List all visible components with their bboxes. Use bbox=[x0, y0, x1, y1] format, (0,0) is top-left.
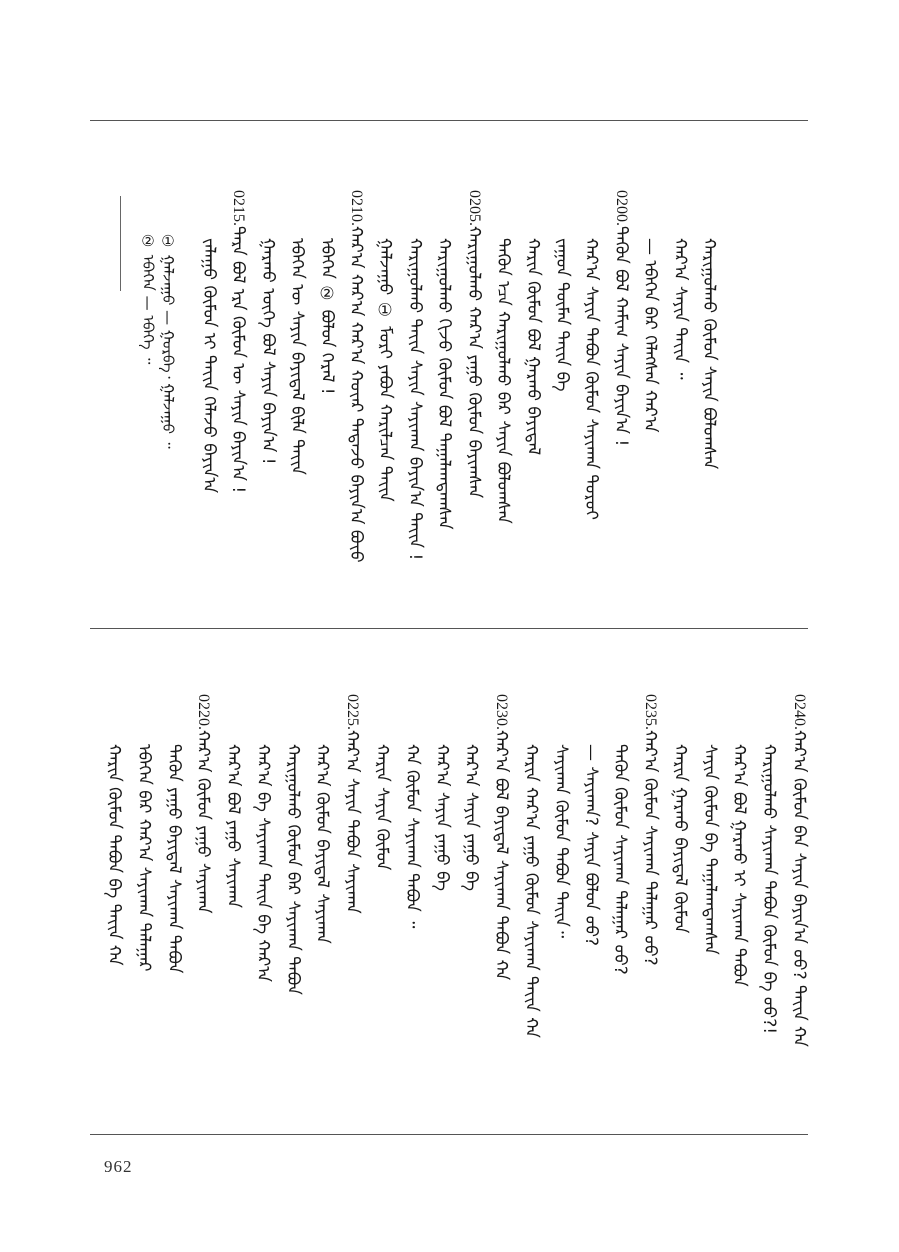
verse-line bbox=[553, 238, 570, 392]
verse-line bbox=[200, 238, 217, 493]
verse-line bbox=[135, 744, 152, 971]
line-number: 0225. bbox=[344, 694, 361, 730]
verse-line bbox=[254, 744, 271, 982]
verse-line bbox=[671, 238, 688, 380]
verse-line bbox=[347, 190, 364, 563]
verse-text: ᠲᠡᠭᠦᠨ ᠬᠦᠮᠦᠨ ᠰᠠᠶᠢᠬᠠᠨ ᠲᠠᠯᠠᠭᠠᠷ ᠤᠤ? bbox=[610, 744, 630, 975]
header-rule bbox=[90, 120, 808, 121]
verse-text: ᠲᠡᠷᠡ ᠪᠣᠯ ᠡᠷᠡ ᠬᠦᠮᠦᠨ ᠦ ᠰᠠᠶᠢᠨ ᠪᠠᠶᠢᠨ᠎ᠠ ! bbox=[228, 226, 248, 494]
verse-text: ᠬᠠᠷ᠎ᠠ ᠪᠣᠯ ᠭᠠᠷᠬᠤ ᠢ ᠰᠠᠶᠢᠬᠠᠨ ᠲᠠᠪᠤᠨ bbox=[729, 744, 749, 987]
line-number: 0230. bbox=[493, 694, 510, 730]
verse-text: ᠬᠠᠷ᠎ᠠ ᠰᠠᠶᠢᠨ ᠶᠠᠭᠤ ᠪᠠ bbox=[432, 744, 452, 891]
verse-text: ᠵᠠᠯᠠᠭᠤ ᠬᠦᠮᠦᠨ ᠢ ᠲᠡᠶ᠋ᠢᠨ ᠬᠡᠯᠡᠵᠦ ᠪᠠᠶᠢᠨ᠎ᠠ bbox=[199, 238, 219, 494]
verse-line bbox=[259, 238, 276, 465]
verse-text: ᠰᠠᠶᠢᠬᠠᠨ ᠬᠦᠮᠦᠨ ᠲᠠᠪᠤᠨ ᠲᠡᠶ᠋ᠢᠨ᠃ bbox=[551, 744, 571, 939]
verse-text: ᠬᠠᠷᠢᠨ ᠰᠠᠶᠢᠨ ᠬᠦᠮᠦᠨ bbox=[372, 744, 392, 871]
verse-line bbox=[229, 190, 246, 493]
verse-line bbox=[313, 744, 330, 944]
verse-line bbox=[373, 744, 390, 870]
verse-line bbox=[343, 694, 360, 914]
verse-line bbox=[700, 238, 717, 469]
verse-line bbox=[284, 744, 301, 995]
verse-line bbox=[465, 190, 482, 498]
verse-text: ᠬᠠᠷ᠎ᠠ ᠰᠠᠶᠢᠨ ᠶᠠᠭᠤ ᠪᠠ bbox=[461, 744, 481, 891]
footer-rule bbox=[90, 1134, 808, 1135]
footnote bbox=[160, 232, 175, 449]
footnote bbox=[140, 232, 155, 364]
verse-line bbox=[318, 238, 335, 395]
verse-line bbox=[641, 238, 658, 433]
verse-line bbox=[701, 744, 718, 955]
verse-text: ᠭᠠᠷᠬᠤ ᠦᠭᠡ ᠪᠣᠯ ᠰᠠᠶᠢᠨ ᠪᠠᠶᠢᠨ᠎ᠠ ! bbox=[258, 238, 278, 465]
verse-line bbox=[376, 238, 393, 502]
footnote-text: ᠭᠠᠯᠵᠠᠭᠤ — ᠭᠤᠷᠪᠠ᠂ ᠭᠠᠯᠵᠠᠭᠤ ᠃ bbox=[159, 254, 177, 449]
verse-text: ᠬᠠᠷ᠎ᠠ ᠬᠠᠷ᠎ᠠ ᠬᠠᠷ᠎ᠠ ᠬᠣᠶ᠋ᠠᠷ ᠲᠠᠲᠠᠵᠤ ᠪᠠᠶᠢᠨ᠎ᠠ ᠪᠤᠶ᠋ᠤ bbox=[346, 226, 366, 563]
verse-line bbox=[494, 238, 511, 524]
page-number: 962 bbox=[104, 1157, 133, 1176]
verse-text: ᠬᠠ ᠬᠦᠮᠦᠨ ᠰᠠᠶᠢᠬᠠᠨ ᠲᠠᠪᠤᠨ ᠃ bbox=[402, 744, 422, 929]
verse-text: ᠬᠠᠷ᠎ᠠ ᠪᠣᠯ ᠪᠠᠶᠢᠳᠠᠯ ᠰᠠᠶᠢᠬᠠᠨ ᠲᠠᠪᠤᠨ ᠬᠠ bbox=[491, 730, 511, 981]
verse-line bbox=[165, 744, 182, 973]
verse-text: ᠡᠪᠡᠭᠡᠨ ᠪᠠᠷ ᠬᠠᠷ᠎ᠠ ᠰᠠᠶᠢᠬᠠᠨ ᠲᠠᠯᠠᠭᠠᠷ bbox=[134, 744, 154, 972]
verse-text: ᠲᠡᠭᠦᠨ ᠶᠠᠭᠤ ᠪᠠᠶᠢᠳᠠᠯ ᠰᠠᠶᠢᠬᠠᠨ ᠲᠠᠪᠤᠨ bbox=[164, 744, 184, 974]
verse-text: — ᠰᠠᠶᠢᠬᠠᠨ? ᠰᠠᠶᠢᠨ ᠪᠣᠯᠤᠨ ᠤᠤ? bbox=[581, 744, 601, 946]
verse-line bbox=[730, 744, 747, 987]
footnote-text: ᠡᠪᠡᠭᠡᠨ — ᠡᠪᠡᠭᠡ ᠃ bbox=[139, 254, 157, 365]
verse-line bbox=[492, 694, 509, 980]
verse-line bbox=[671, 744, 688, 933]
line-number: 0240. bbox=[791, 694, 808, 730]
verse-line bbox=[790, 694, 807, 1047]
verse-line bbox=[224, 744, 241, 908]
verse-line bbox=[612, 190, 629, 446]
verse-text: ᠡᠪᠡᠭᠡᠨ ᠦ ᠰᠠᠶᠢᠨ ᠪᠠᠶᠢᠳᠠᠯ ᠪᠢᠯᠡ ᠲᠡᠶ᠋ᠢᠨ bbox=[287, 238, 307, 475]
verse-text: ᠬᠠᠷᠢᠨ ᠬᠠᠷ᠎ᠠ ᠶᠠᠭᠤ ᠬᠦᠮᠦᠨ ᠰᠠᠶᠢᠬᠠᠨ ᠲᠡᠶ᠋ᠢᠨ ᠬᠠ bbox=[521, 744, 541, 1038]
verse-text: ᠬᠠᠷᠢᠨ ᠬᠦᠮᠦᠨ ᠲᠠᠪᠤᠨ ᠪᠠ ᠲᠡᠶ᠋ᠢᠨ ᠬᠠ bbox=[104, 744, 124, 966]
verse-line bbox=[522, 744, 539, 1038]
verse-text: ᠬᠠᠷᠢᠭᠤᠯᠬᠤ ᠰᠠᠶᠢᠬᠠᠨ ᠲᠠᠪᠤᠨ ᠬᠦᠮᠦᠨ ᠪᠠ ᠤᠤ?! bbox=[759, 744, 779, 1035]
verse-line bbox=[611, 744, 628, 975]
verse-line bbox=[462, 744, 479, 891]
verse-text: ᠬᠠᠷᠢᠭᠤᠯᠬᠤ ᠬᠠᠷ᠎ᠠ ᠶᠠᠭᠤ ᠬᠦᠮᠦᠨ ᠪᠠᠶᠢᠭᠰᠠᠨ bbox=[464, 226, 484, 499]
verse-line bbox=[288, 238, 305, 475]
middle-rule bbox=[90, 628, 808, 629]
verse-line bbox=[194, 694, 211, 913]
verse-line bbox=[582, 744, 599, 946]
line-number: 0220. bbox=[195, 694, 212, 730]
verse-text: ᠲᠡᠭᠦᠨ ᠪᠣᠯ ᠬᠠᠮᠢᠭ ᠰᠠᠶᠢᠨ ᠪᠠᠶᠢᠨ᠎ᠠ ! bbox=[611, 226, 631, 447]
verse-text: ᠬᠠᠷ᠎ᠠ ᠬᠦᠮᠦᠨ ᠪᠡᠨ ᠰᠠᠶᠢᠨ ᠪᠠᠶᠢᠨ᠎ᠠ ᠤᠤ? ᠲᠡᠶ᠋ᠢᠨ ᠬᠠ bbox=[789, 730, 809, 1047]
verse-line bbox=[406, 238, 423, 560]
verse-text: ᠵᠠᠭᠤᠨ ᠲᠦᠮᠡᠨ ᠲᠡᠶ᠋ᠢᠨ ᠪᠠ bbox=[552, 238, 572, 392]
verse-text: ᠭᠠᠯᠵᠠᠭᠤ ① ᠮᠣᠷᠢ ᠶᠠᠪᠤᠨ ᠬᠠᠷᠢᠯᠴᠠᠨ ᠲᠡᠶ᠋ᠢᠨ bbox=[375, 238, 395, 502]
verse-text: ᠬᠠᠷ᠎ᠠ ᠰᠠᠶᠢᠨ ᠲᠡᠶ᠋ᠢᠨ ᠃ bbox=[670, 238, 690, 380]
verse-text: — ᠡᠪᠡᠭᠡᠨ ᠪᠠᠷ ᠬᠡᠯᠡᠭᠰᠡᠨ ᠬᠠᠷ᠎ᠠ bbox=[640, 238, 660, 433]
verse-text: ᠬᠠᠷ᠎ᠠ ᠪᠠ ᠰᠠᠶᠢᠬᠠᠨ ᠲᠡᠶ᠋ᠢᠨ ᠪᠠ ᠬᠠᠷ᠎ᠠ bbox=[253, 744, 273, 983]
line-number: 0235. bbox=[642, 694, 659, 730]
verse-text: ᠬᠠᠷ᠎ᠠ ᠰᠠᠶᠢᠨ ᠲᠠᠪᠤᠨ ᠬᠦᠮᠦᠨ ᠰᠠᠶᠢᠬᠠᠨ ᠳᠣᠷᠤᠢ bbox=[581, 238, 601, 520]
verse-line bbox=[524, 238, 541, 455]
verse-text: ᠰᠠᠶᠢᠨ ᠬᠦᠮᠦᠨ ᠪᠠ ᠲᠠᠭᠠᠯᠠᠭᠳᠠᠭᠰᠠᠨ bbox=[700, 744, 720, 955]
verse-line bbox=[552, 744, 569, 938]
footnote-marker: ② bbox=[139, 232, 157, 250]
verse-text: ᠬᠠᠷ᠎ᠠ ᠰᠠᠶᠢᠨ ᠲᠠᠪᠤᠨ ᠰᠠᠶᠢᠬᠠᠨ bbox=[342, 730, 362, 914]
verse-text: ᠬᠠᠷ᠎ᠠ ᠪᠣᠯ ᠶᠠᠭᠤ ᠰᠠᠶᠢᠬᠠᠨ bbox=[223, 744, 243, 908]
line-number: 0215. bbox=[230, 190, 247, 226]
verse-text: ᠬᠠᠷ᠎ᠠ ᠬᠦᠮᠦᠨ ᠶᠠᠭᠤ ᠰᠠᠶᠢᠬᠠᠨ bbox=[193, 730, 213, 914]
verse-text: ᠬᠠᠷ᠎ᠠ ᠬᠦᠮᠦᠨ ᠰᠠᠶᠢᠬᠠᠨ ᠲᠠᠯᠠᠭᠠᠷ ᠤᠤ? bbox=[640, 730, 660, 966]
line-number: 0205. bbox=[466, 190, 483, 226]
verse-text: ᠬᠠᠷᠢᠨ ᠬᠦᠮᠦᠨ ᠪᠣᠯ ᠭᠠᠷᠬᠤ ᠪᠠᠶᠢᠳᠠᠯ bbox=[523, 238, 543, 456]
verse-text: ᠬᠠᠷᠢᠨ ᠭᠠᠷᠬᠤ ᠪᠠᠶᠢᠳᠠᠯ ᠬᠦᠮᠦᠨ bbox=[670, 744, 690, 934]
footnote-marker: ① bbox=[159, 232, 177, 250]
verse-text: ᠬᠠᠷ᠎ᠠ ᠬᠦᠮᠦᠨ ᠪᠠᠶᠢᠳᠠᠯ ᠰᠠᠶᠢᠬᠠᠨ bbox=[312, 744, 332, 944]
verse-text: ᠬᠠᠷᠢᠭᠤᠯᠬᠤ ᠬᠦᠮᠦᠨ ᠪᠠᠷ ᠰᠠᠶᠢᠬᠠᠨ ᠲᠠᠪᠤᠨ bbox=[283, 744, 303, 995]
verse-text: ᠬᠠᠷᠢᠭᠤᠯᠬᠤ ᠬᠦᠮᠦᠨ ᠰᠠᠶᠢᠨ ᠪᠣᠯᠤᠭᠰᠠᠨ bbox=[699, 238, 719, 470]
verse-text: ᠡᠪᠡᠭᠡᠨ ② ᠪᠣᠯᠤᠨ ᠭᠡᠷᠡᠯ ! bbox=[317, 238, 337, 395]
verse-line bbox=[760, 744, 777, 1034]
verse-text: ᠬᠠᠷᠢᠭᠤᠯᠬᠤ ᠲᠡᠶ᠋ᠢᠨ ᠰᠠᠶᠢᠨ ᠰᠠᠶᠢᠬᠠᠨ ᠪᠠᠶᠢᠨ᠎ᠠ ᠲᠡᠶ᠋ᠢᠨ ! bbox=[405, 238, 425, 561]
line-number: 0200. bbox=[613, 190, 630, 226]
verse-line bbox=[105, 744, 122, 966]
verse-text: ᠬᠠᠷᠢᠭᠤᠯᠬᠤ ᠬᠢᠵᠦ ᠬᠦᠮᠦᠨ ᠪᠣᠯ ᠲᠠᠭᠠᠯᠠᠭᠳᠠᠭᠰᠠᠨ bbox=[434, 238, 454, 530]
verse-line bbox=[641, 694, 658, 966]
verse-line bbox=[582, 238, 599, 520]
verse-line bbox=[435, 238, 452, 529]
verse-line bbox=[403, 744, 420, 928]
line-number: 0210. bbox=[348, 190, 365, 226]
footnote-separator bbox=[120, 196, 121, 291]
verse-text: ᠲᠡᠭᠦᠨ ᠡᠴᠡ ᠬᠠᠷᠢᠭᠤᠯᠬᠤ ᠪᠠᠷ ᠰᠠᠶᠢᠨ ᠪᠣᠯᠤᠭᠰᠠᠨ bbox=[493, 238, 513, 524]
verse-line bbox=[433, 744, 450, 891]
